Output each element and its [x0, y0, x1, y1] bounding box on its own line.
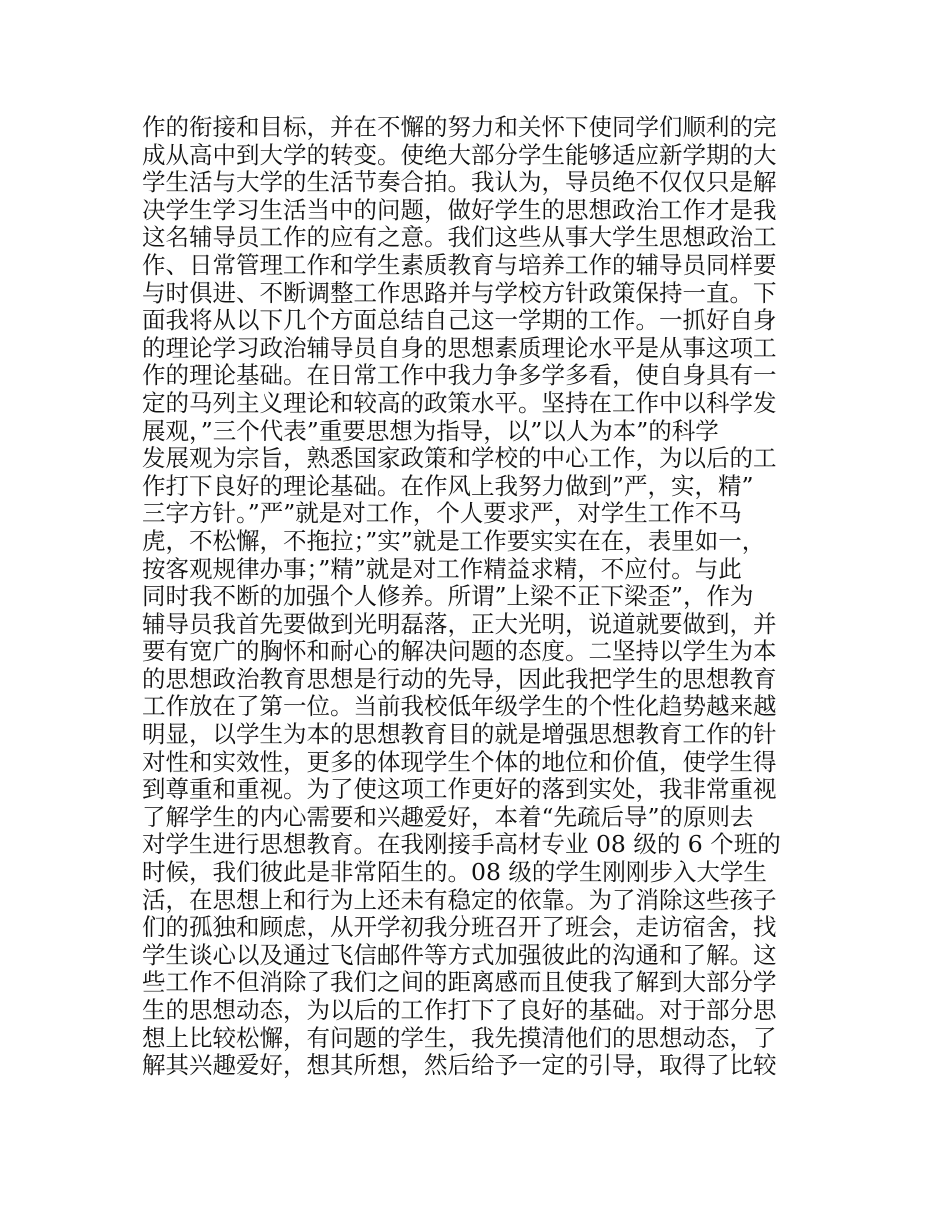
text-line: 的思想政治教育思想是行动的先导，因此我把学生的思想教育 — [142, 664, 777, 693]
text-line: 作的衔接和目标，并在不懈的努力和关怀下使同学们顺利的完 — [142, 113, 777, 141]
text-line: 作的理论基础。在日常工作中我力争多学多看，使自身具有一 — [142, 361, 777, 390]
text-line: 辅导员我首先要做到光明磊落，正大光明，说道就要做到，并 — [142, 609, 777, 638]
text-line: 明显，以学生为本的思想教育目的就是增强思想教育工作的针 — [142, 720, 777, 749]
text-line: 三字方针。”严”就是对工作，个人要求严，对学生工作不马 — [142, 499, 742, 528]
text-line: 决学生学习生活当中的问题，做好学生的思想政治工作才是我 — [142, 195, 777, 224]
body-text — [142, 114, 832, 1080]
text-line: 作、日常管理工作和学生素质教育与培养工作的辅导员同样要 — [142, 250, 777, 279]
text-line: 成从高中到大学的转变。使绝大部分学生能够适应新学期的大 — [142, 140, 777, 169]
text-line: 到尊重和重视。为了使这项工作更好的落到实处，我非常重视 — [142, 775, 777, 804]
text-line: 的理论学习政治辅导员自身的思想素质理论水平是从事这项工 — [142, 333, 777, 362]
text-line: 这名辅导员工作的应有之意。我们这些从事大学生思想政治工 — [142, 223, 777, 252]
text-line: 对学生进行思想教育。在我刚接手高材专业 08 级的 6 个班的 — [142, 830, 781, 859]
text-line: 活，在思想上和行为上还未有稳定的依靠。为了消除这些孩子 — [142, 885, 777, 914]
text-line: 们的孤独和顾虑，从开学初我分班召开了班会，走访宿舍，找 — [142, 913, 777, 942]
text-line: 学生谈心以及通过飞信邮件等方式加强彼此的沟通和了解。这 — [142, 940, 777, 969]
text-line: 时候，我们彼此是非常陌生的。08 级的学生刚刚步入大学生 — [142, 858, 767, 887]
text-line: 想上比较松懈，有问题的学生，我先摸清他们的思想动态，了 — [142, 1023, 777, 1052]
text-line: 定的马列主义理论和较高的政策水平。坚持在工作中以科学发 — [142, 388, 777, 417]
text-line: 面我将从以下几个方面总结自己这一学期的工作。一抓好自身 — [142, 306, 777, 335]
text-line: 工作放在了第一位。当前我校低年级学生的个性化趋势越来越 — [142, 692, 777, 721]
text-line: 按客观规律办事；”精”就是对工作精益求精，不应付。与此 — [142, 554, 742, 583]
text-line: 展观，”三个代表”重要思想为指导，以”以人为本”的科学 — [142, 416, 719, 445]
text-line: 虎，不松懈，不拖拉；”实”就是工作要实实在在，表里如一， — [142, 526, 766, 555]
text-line: 解其兴趣爱好，想其所想，然后给予一定的引导，取得了比较 — [142, 1051, 777, 1080]
text-line: 要有宽广的胸怀和耐心的解决问题的态度。二坚持以学生为本 — [142, 637, 777, 666]
text-line: 生的思想动态，为以后的工作打下了良好的基础。对于部分思 — [142, 996, 777, 1024]
text-line: 作打下良好的理论基础。在作风上我努力做到”严，实，精” — [142, 471, 754, 500]
text-line: 发展观为宗旨，熟悉国家政策和学校的中心工作，为以后的工 — [142, 444, 777, 473]
text-line: 学生活与大学的生活节奏合拍。我认为，导员绝不仅仅只是解 — [142, 168, 777, 197]
text-line: 与时俱进、不断调整工作思路并与学校方针政策保持一直。下 — [142, 278, 777, 307]
text-line: 些工作不但消除了我们之间的距离感而且使我了解到大部分学 — [142, 968, 777, 997]
text-line: 同时我不断的加强个人修养。所谓”上梁不正下梁歪”，作为 — [142, 582, 754, 611]
text-line: 了解学生的内心需要和兴趣爱好，本着“先疏后导”的原则去 — [142, 802, 754, 831]
text-line: 对性和实效性，更多的体现学生个体的地位和价值，使学生得 — [142, 747, 777, 776]
